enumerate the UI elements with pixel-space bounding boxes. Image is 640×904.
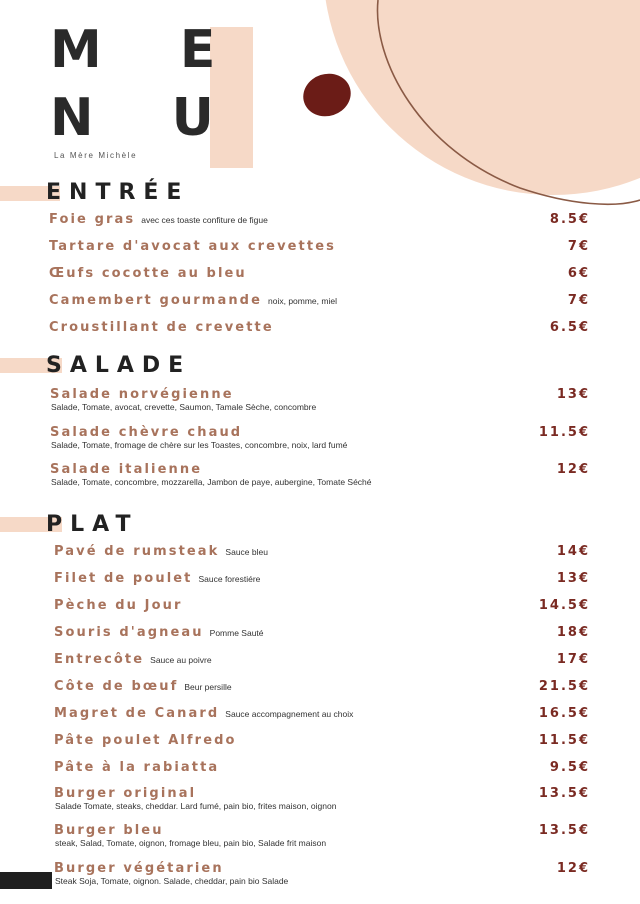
- menu-item-description: avec ces toaste confiture de figue: [141, 215, 268, 225]
- menu-item-name: [49, 212, 268, 228]
- restaurant-name: La Mère Michèle: [54, 151, 138, 160]
- menu-title-line2: N U: [50, 88, 244, 148]
- menu-item-description: Salade, Tomate, avocat, crevette, Saumon, Tamale Sèche, concombre: [51, 402, 317, 412]
- menu-item-price: 9.5€: [549, 760, 590, 775]
- menu-item-name: [54, 652, 212, 668]
- menu-item-price: 16.5€: [538, 706, 590, 721]
- menu-item-name: [54, 544, 268, 560]
- menu-item-description: Beur persille: [184, 682, 232, 692]
- menu-item-name: [49, 239, 336, 255]
- menu-item-title: Burger bleu: [54, 823, 164, 838]
- menu-item-name: [50, 425, 242, 441]
- menu-item-name: [50, 462, 202, 478]
- menu-item-name: [49, 293, 337, 309]
- menu-item-title: Tartare d'avocat aux crevettes: [49, 239, 336, 254]
- menu-item-name: [54, 598, 182, 614]
- menu-item-title: Burger original: [54, 786, 197, 801]
- menu-item-price: 6.5€: [549, 320, 590, 335]
- menu-item-name: [54, 679, 232, 695]
- menu-item-price: 13€: [556, 571, 590, 586]
- menu-item-description: Sauce accompagnement au choix: [225, 709, 354, 719]
- menu-item-title: Pâte à la rabiatta: [54, 760, 220, 775]
- menu-item-price: 11.5€: [538, 425, 590, 440]
- menu-item-name: [50, 387, 234, 403]
- menu-item-title: Souris d'agneau: [54, 625, 204, 640]
- menu-item-title: Pèche du Jour: [54, 598, 183, 613]
- menu-item-name: [54, 733, 237, 749]
- menu-item-price: 11.5€: [538, 733, 590, 748]
- menu-item-title: Pavé de rumsteak: [54, 544, 220, 559]
- menu-item-title: Camembert gourmande: [49, 293, 262, 308]
- menu-item-title: Œufs cocotte au bleu: [49, 266, 247, 281]
- menu-item-title: Côte de bœuf: [54, 679, 179, 694]
- menu-item-name: [54, 760, 219, 776]
- menu-item-title: Burger végétarien: [54, 861, 224, 876]
- menu-item-description: Salade, Tomate, fromage de chère sur les Toastes, concombre, noix, lard fumé: [51, 440, 348, 450]
- menu-item-price: 12€: [556, 861, 590, 876]
- menu-item-title: Magret de Canard: [54, 706, 220, 721]
- menu-item-description: Sauce au poivre: [150, 655, 212, 665]
- menu-item-name: [54, 571, 260, 587]
- menu-item-name: [54, 625, 264, 641]
- menu-item-title: Croustillant de crevette: [49, 320, 274, 335]
- menu-item-price: 14.5€: [538, 598, 590, 613]
- section-title-entree: ENTRÉE: [46, 180, 190, 205]
- menu-item-title: Entrecôte: [54, 652, 145, 667]
- menu-item-price: 12€: [556, 462, 590, 477]
- menu-item-title: Salade italienne: [50, 462, 203, 477]
- menu-item-price: 17€: [556, 652, 590, 667]
- menu-item-description: Salade, Tomate, concombre, mozzarella, Jambon de paye, aubergine, Tomate Séché: [51, 477, 372, 487]
- menu-item-description: Steak Soja, Tomate, oignon. Salade, cheddar, pain bio Salade: [55, 876, 289, 886]
- menu-item-name: [49, 266, 247, 282]
- menu-item-description: noix, pomme, miel: [268, 296, 337, 306]
- menu-item-title: Foie gras: [49, 212, 136, 227]
- menu-item-title: Pâte poulet Alfredo: [54, 733, 237, 748]
- menu-item-description: Sauce forestiére: [198, 574, 261, 584]
- menu-item-name: [54, 786, 196, 802]
- menu-title-line1: M E: [50, 20, 246, 80]
- menu-item-name: [54, 861, 224, 877]
- menu-item-price: 13€: [556, 387, 590, 402]
- menu-item-description: Salade Tomate, steaks, cheddar. Lard fumé, pain bio, frites maison, oignon: [55, 801, 337, 811]
- menu-item-description: steak, Salad, Tomate, oignon, fromage bleu, pain bio, Salade frit maison: [55, 838, 327, 848]
- menu-item-price: 6€: [567, 266, 590, 281]
- menu-item-title: Salade norvégienne: [50, 387, 234, 402]
- menu-item-description: Sauce bleu: [225, 547, 268, 557]
- section-title-salade: SALADE: [46, 353, 192, 378]
- menu-item-name: [49, 320, 274, 336]
- menu-item-price: 7€: [567, 239, 590, 254]
- menu-item-price: 13.5€: [538, 823, 590, 838]
- menu-item-title: Salade chèvre chaud: [50, 425, 243, 440]
- decorative-bottom-bar: [0, 872, 52, 889]
- menu-item-price: 18€: [556, 625, 590, 640]
- menu-item-price: 14€: [556, 544, 590, 559]
- section-title-plat: PLAT: [46, 512, 139, 537]
- menu-item-price: 7€: [567, 293, 590, 308]
- menu-item-description: Pomme Sauté: [209, 628, 264, 638]
- menu-item-price: 13.5€: [538, 786, 590, 801]
- menu-item-name: [54, 823, 164, 839]
- menu-item-title: Filet de poulet: [54, 571, 193, 586]
- menu-item-name: [54, 706, 353, 722]
- menu-item-price: 8.5€: [549, 212, 590, 227]
- menu-item-price: 21.5€: [538, 679, 590, 694]
